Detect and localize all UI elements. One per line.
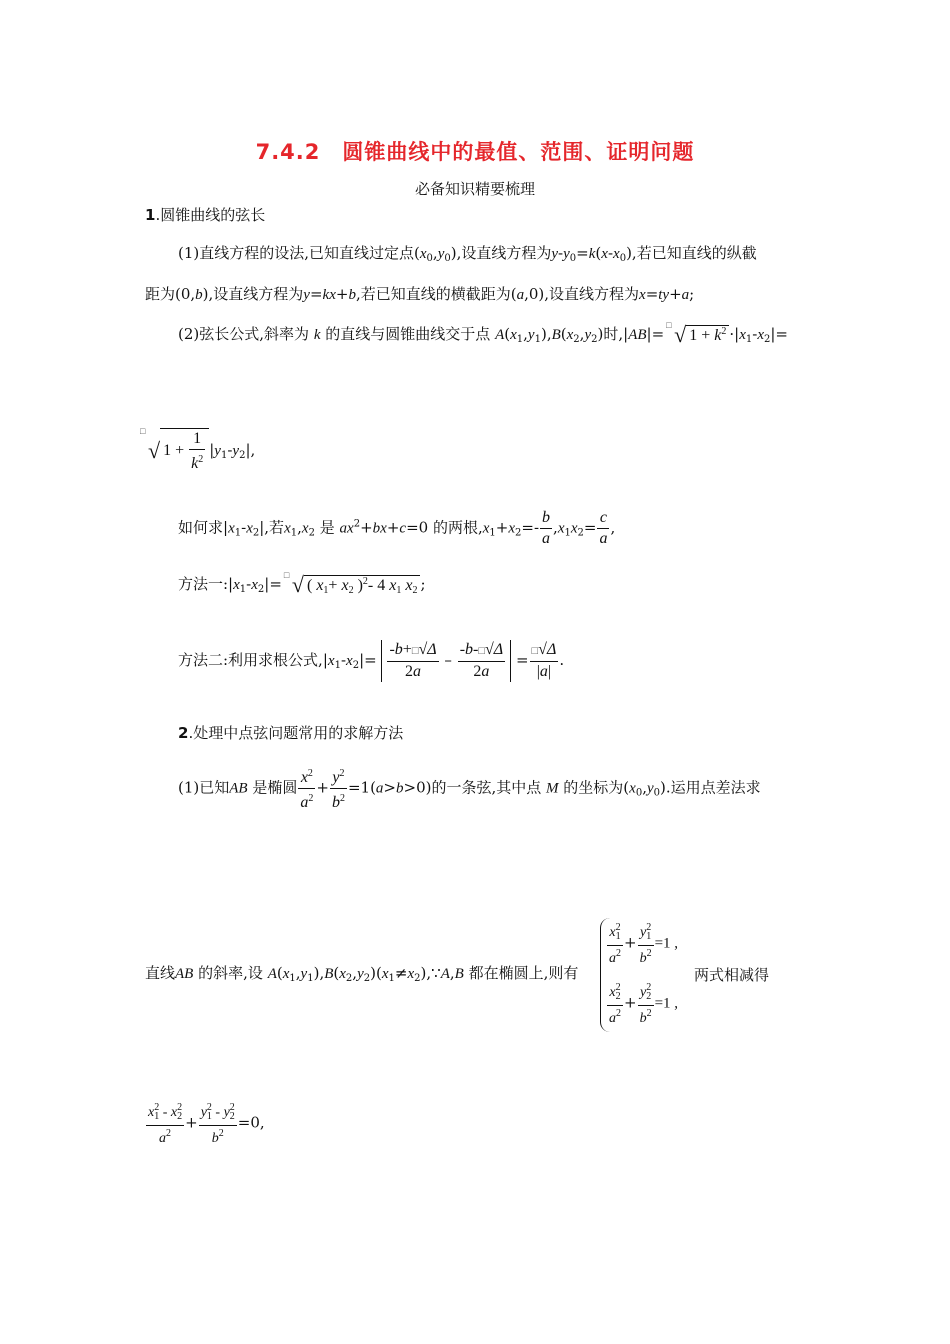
system-equation-2: $\frac{x^2_2}{a^2}$ + $\frac{y^2_2}{b^2}$ =1 , (609, 982, 679, 1026)
method-two: 方法二:利用求根公式$,|x_1-x_2|=$ $\frac{-b+□√\Delta}{2a}$ – $\frac{-b-□√\Delta}{2a}$ = $\frac{□√\Delta}{|a|}$ . (178, 641, 565, 680)
system-equation-1: $\frac{x^2_1}{a^2}$ + $\frac{y^2_1}{b^2}$ =1 , (609, 922, 679, 966)
section-1-heading: 1.圆锥曲线的弦长 (145, 206, 266, 224)
paragraph-how-to-find: 如何求$|x_1-x_2|$,若$x_1,x_2$ 是 $ax^2+bx+c=0$ 的两根$,x_1+x_2=-$ $\frac{b}{a}$ $,x_1x_2=$ $\frac{c}{a}$ , (178, 509, 616, 547)
paragraph-line-setup-1: (1)直线方程的设法,已知直线过定点$(x_0,y_0)$,设直线方程为$y-y_0=k(x-x_0)$,若已知直线的纵截 (178, 244, 757, 264)
subtract-text: 两式相减得 (694, 966, 770, 984)
method-one: 方法一$:|x_1-x_2|=$ □ √ ( $x_1+ x_2$ )$^2$- 4 $x_1$ $x_2$ ; (178, 570, 426, 597)
page-title: 7.4.2 圆锥曲线中的最值、范围、证明问题 (255, 140, 695, 164)
paragraph-line-setup-2: 距为(0,b),设直线方程为y=kx+b,若已知直线的横截距为(a,0),设直线方程为x=ty+a; (145, 285, 695, 303)
paragraph-slope-setup: 直线AB 的斜率,设 $A(x_1,y_1),B(x_2,y_2)(x_1\ne x_2),\because A,B$ 都在椭圆上,则有 (145, 964, 579, 984)
difference-equation: $\frac{x^2_1 - x^2_2}{a^2}$ + $\frac{y^2_1 - y^2_2}{b^2}$ =0, (148, 1102, 265, 1146)
chord-formula-y: □ √ 1 + $\frac{1}{k^2}$ $|y_1-y_2|$, (140, 426, 256, 472)
paragraph-midpoint-chord: (1)已知AB 是椭圆 $\frac{x^2}{a^2}$ + $\frac{y^2}{b^2}$ =1(a>b>0)的一条弦,其中点 M 的坐标为$(x_0,y_0)$.运用点差法求 (178, 764, 761, 813)
page-subtitle: 必备知识精要梳理 (414, 180, 535, 198)
paragraph-chord-formula: (2)弦长公式,斜率为 k 的直线与圆锥曲线交于点 $A(x_1,y_1),B(x_2,y_2)$时,|AB|= □ √ $1 + k^2 \cdot|x_1-x_2|=$ (178, 320, 788, 347)
section-2-heading: 2.处理中点弦问题常用的求解方法 (178, 724, 404, 742)
